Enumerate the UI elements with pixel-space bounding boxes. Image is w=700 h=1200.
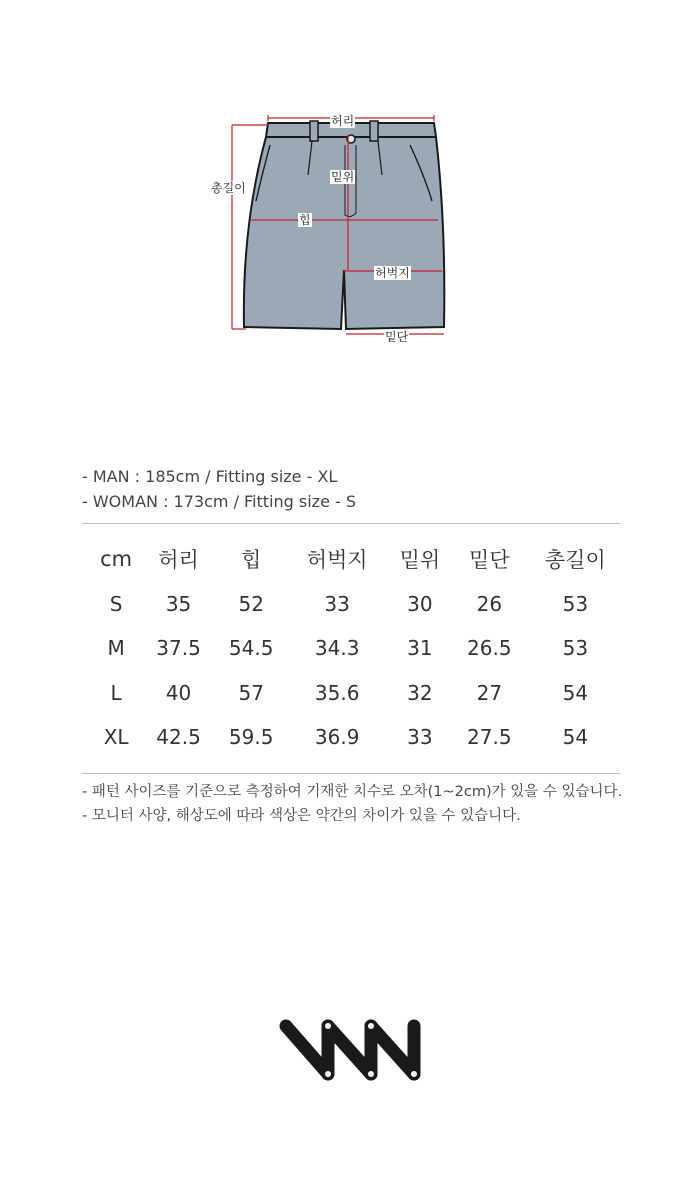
fitting-woman: - WOMAN : 173cm / Fitting size - S [82,492,357,511]
fitting-info [82,464,356,514]
total-length-label: 총길이 [211,181,246,195]
fitting-man: - MAN : 185cm / Fitting size - XL [82,467,338,486]
value-cell: 59.5 [228,725,274,750]
note-measurement: - 패턴 사이즈를 기준으로 측정하여 기재한 치수로 오차(1~2cm)가 있을 수 있습니다. [82,784,623,800]
thigh-label: 허벅지 [375,266,410,280]
note-color: - 모니터 사양, 해상도에 따라 색상은 약간의 차이가 있을 수 있습니다. [82,808,521,824]
waist-label: 허리 [331,114,355,128]
value-cell: 30 [407,591,433,616]
value-cell: 35 [165,591,192,616]
value-cell: 57 [238,680,264,705]
value-cell: 33 [407,725,433,750]
value-cell: 40 [165,680,192,705]
value-cell: 34.3 [314,636,360,661]
divider-top [82,523,620,524]
table-row [90,715,625,760]
size-cell: XL [103,725,129,750]
header-hem: 밑단 [469,548,510,573]
value-cell: 54 [562,680,589,705]
notes [82,780,622,828]
brand-logo-icon [278,1018,422,1082]
header-unit: cm [100,547,133,572]
value-cell: 27.5 [467,725,512,750]
value-cell: 42.5 [156,725,201,750]
hip-label: 힙 [299,213,311,227]
header-rise: 밑위 [399,548,441,573]
size-cell: L [110,680,122,705]
rise-label: 밑위 [331,170,355,184]
value-cell: 31 [407,636,433,661]
hem-label: 밑단 [385,330,409,344]
value-cell: 26 [476,591,503,616]
value-cell: 27 [476,680,503,705]
value-cell: 37.5 [156,636,201,661]
value-cell: 53 [562,636,589,661]
value-cell: 54.5 [228,636,274,661]
divider-bottom [82,773,620,774]
shorts-illustration [200,105,460,350]
header-waist: 허리 [158,548,199,573]
size-table [90,537,625,760]
table-row [90,671,625,716]
value-cell: 26.5 [467,636,512,661]
size-cell: M [107,636,125,661]
shorts-diagram [200,105,460,350]
value-cell: 36.9 [314,725,360,750]
value-cell: 54 [562,725,589,750]
value-cell: 53 [562,591,589,616]
value-cell: 33 [324,591,350,616]
table-row [90,626,625,671]
value-cell: 52 [238,591,264,616]
value-cell: 32 [407,680,433,705]
table-row [90,582,625,627]
header-total-length: 총길이 [544,548,606,573]
header-hip: 힙 [241,548,262,573]
size-cell: S [109,591,123,616]
size-table-header [90,537,625,582]
value-cell: 35.6 [314,680,360,705]
header-thigh: 허벅지 [306,548,368,573]
